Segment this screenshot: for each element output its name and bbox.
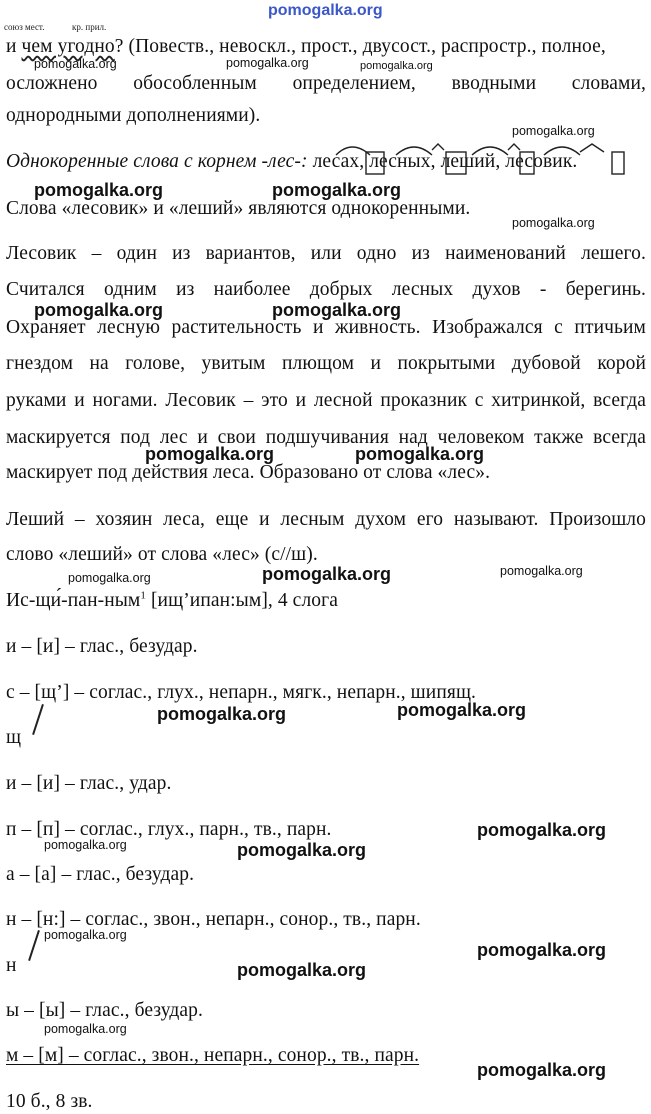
root-words-line: Однокоренные слова с корнем -лес-: лесах, лесных, леший, лесовик.: [6, 151, 578, 172]
phoneme-row-text: м – [м] – соглас., звон., непарн., сонор., тв., парн.: [6, 1045, 420, 1066]
footnote-mark: 1: [140, 589, 146, 602]
watermark: pomogalka.org: [68, 571, 151, 585]
phoneme-row: н – [н:] – соглас., звон., непарн., сонор., тв., парн.: [6, 909, 421, 930]
paragraph-3-line-2: слово «леший» от слова «лес» (с//ш).: [6, 544, 318, 565]
ending-box: [366, 152, 384, 174]
label-adjective: кр. прил.: [72, 22, 107, 32]
conjunction-text: и: [6, 36, 22, 57]
paragraph-1: Слова «лесовик» и «леший» являются однокоренными.: [6, 198, 471, 219]
phoneme-row: п – [п] – соглас., глух., парн., тв., парн.: [6, 819, 332, 840]
phoneme-row: ы – [ы] – глас., безудар.: [6, 1000, 203, 1021]
root-word: лесных: [369, 151, 431, 172]
root-end: .: [572, 151, 578, 172]
watermark: pomogalka.org: [272, 180, 402, 200]
watermark: pomogalka.org: [237, 840, 367, 860]
watermark: pomogalka.org: [262, 564, 392, 584]
root-arc: [336, 147, 370, 155]
phoneme-total: 10 б., 8 зв.: [6, 1091, 93, 1112]
predicate-underlined: чем угодно: [21, 36, 115, 57]
phonetic-header: [6, 590, 646, 612]
phonetic-word: Ис-щи́-пан-ным: [6, 590, 141, 611]
label-pronoun: союз мест.: [4, 22, 45, 32]
morpheme-marks: [0, 0, 651, 200]
watermark-top: pomogalka.org: [268, 2, 383, 19]
watermark: pomogalka.org: [512, 216, 595, 230]
watermark: pomogalka.org: [44, 838, 127, 852]
watermark: pomogalka.org: [145, 444, 275, 464]
paragraph-2-line-3: Охраняет лесную растительность и живность. Изображался с птичьим: [6, 317, 646, 338]
suffix-mark: [432, 144, 444, 150]
paragraph-2-line-1: Лесовик – один из вариантов, или одно из наименований лешего.: [6, 243, 646, 264]
paragraph-3-line-1: Леший – хозяин леса, еще и лесным духом его называют. Произошло: [6, 509, 646, 530]
phoneme-sub-letter: н: [6, 955, 17, 976]
root-arc: [396, 147, 432, 155]
root-word: леший: [440, 151, 496, 172]
suffix-mark: [508, 144, 520, 150]
watermark: pomogalka.org: [512, 124, 595, 138]
watermark: pomogalka.org: [397, 700, 527, 720]
watermark: pomogalka.org: [237, 960, 367, 980]
watermark: pomogalka.org: [360, 60, 433, 72]
root-word: лесах: [312, 151, 360, 172]
watermark: pomogalka.org: [477, 1060, 607, 1080]
phoneme-row: и – [и] – глас., удар.: [6, 773, 172, 794]
sentence-line-2: осложнено обособленным определением, вводными словами,: [6, 73, 646, 94]
ending-box: [612, 152, 624, 174]
watermark: pomogalka.org: [272, 300, 402, 320]
ending-box: [520, 152, 534, 174]
paragraph-2-line-4: гнездом на голове, увитым плющом и покрытыми дубовой корой: [6, 353, 646, 374]
sentence-characteristics: ? (Повеств., невоскл., прост., двусост., распростр., полное,: [114, 36, 606, 57]
watermark: pomogalka.org: [34, 300, 164, 320]
ending-box: [446, 152, 466, 174]
watermark: pomogalka.org: [500, 564, 583, 578]
watermark: pomogalka.org: [157, 704, 287, 724]
watermark: pomogalka.org: [44, 1022, 127, 1036]
phoneme-row: с – [щ’] – соглас., глух., непарн., мягк., непарн., шипящ.: [6, 682, 477, 703]
paragraph-2-line-2: Считался одним из наиболее добрых лесных духов - берегинь.: [6, 279, 646, 300]
watermark: pomogalka.org: [477, 820, 607, 840]
suffix-mark: [580, 144, 604, 152]
watermark: pomogalka.org: [226, 56, 309, 70]
phoneme-row: и – [и] – глас., безудар.: [6, 636, 198, 657]
sentence-line-3: однородными дополнениями).: [6, 105, 261, 126]
root-arc: [472, 147, 508, 155]
paragraph-2-line-5: руками и ногами. Лесовик – это и лесной проказник с хитринкой, всегда: [6, 390, 646, 411]
root-intro: Однокоренные слова с корнем -лес-:: [6, 151, 313, 172]
paragraph-2-line-6: маскируется под лес и свои подшучивания над человеком также всегда: [6, 427, 646, 448]
watermark: pomogalka.org: [355, 444, 485, 464]
watermark: pomogalka.org: [34, 57, 117, 71]
root-arc: [544, 147, 580, 155]
watermark: pomogalka.org: [44, 928, 127, 942]
paragraph-2-line-7: маскирует под действия леса. Образовано от слова «лес».: [6, 462, 491, 483]
watermark: pomogalka.org: [34, 180, 164, 200]
phoneme-sub-letter: щ: [6, 727, 22, 748]
root-word: лесовик: [505, 151, 573, 172]
watermark: pomogalka.org: [477, 940, 607, 960]
phoneme-row: а – [а] – глас., безудар.: [6, 864, 195, 885]
phonetic-transcription: [ищ’ипан:ым], 4 слога: [145, 590, 338, 611]
